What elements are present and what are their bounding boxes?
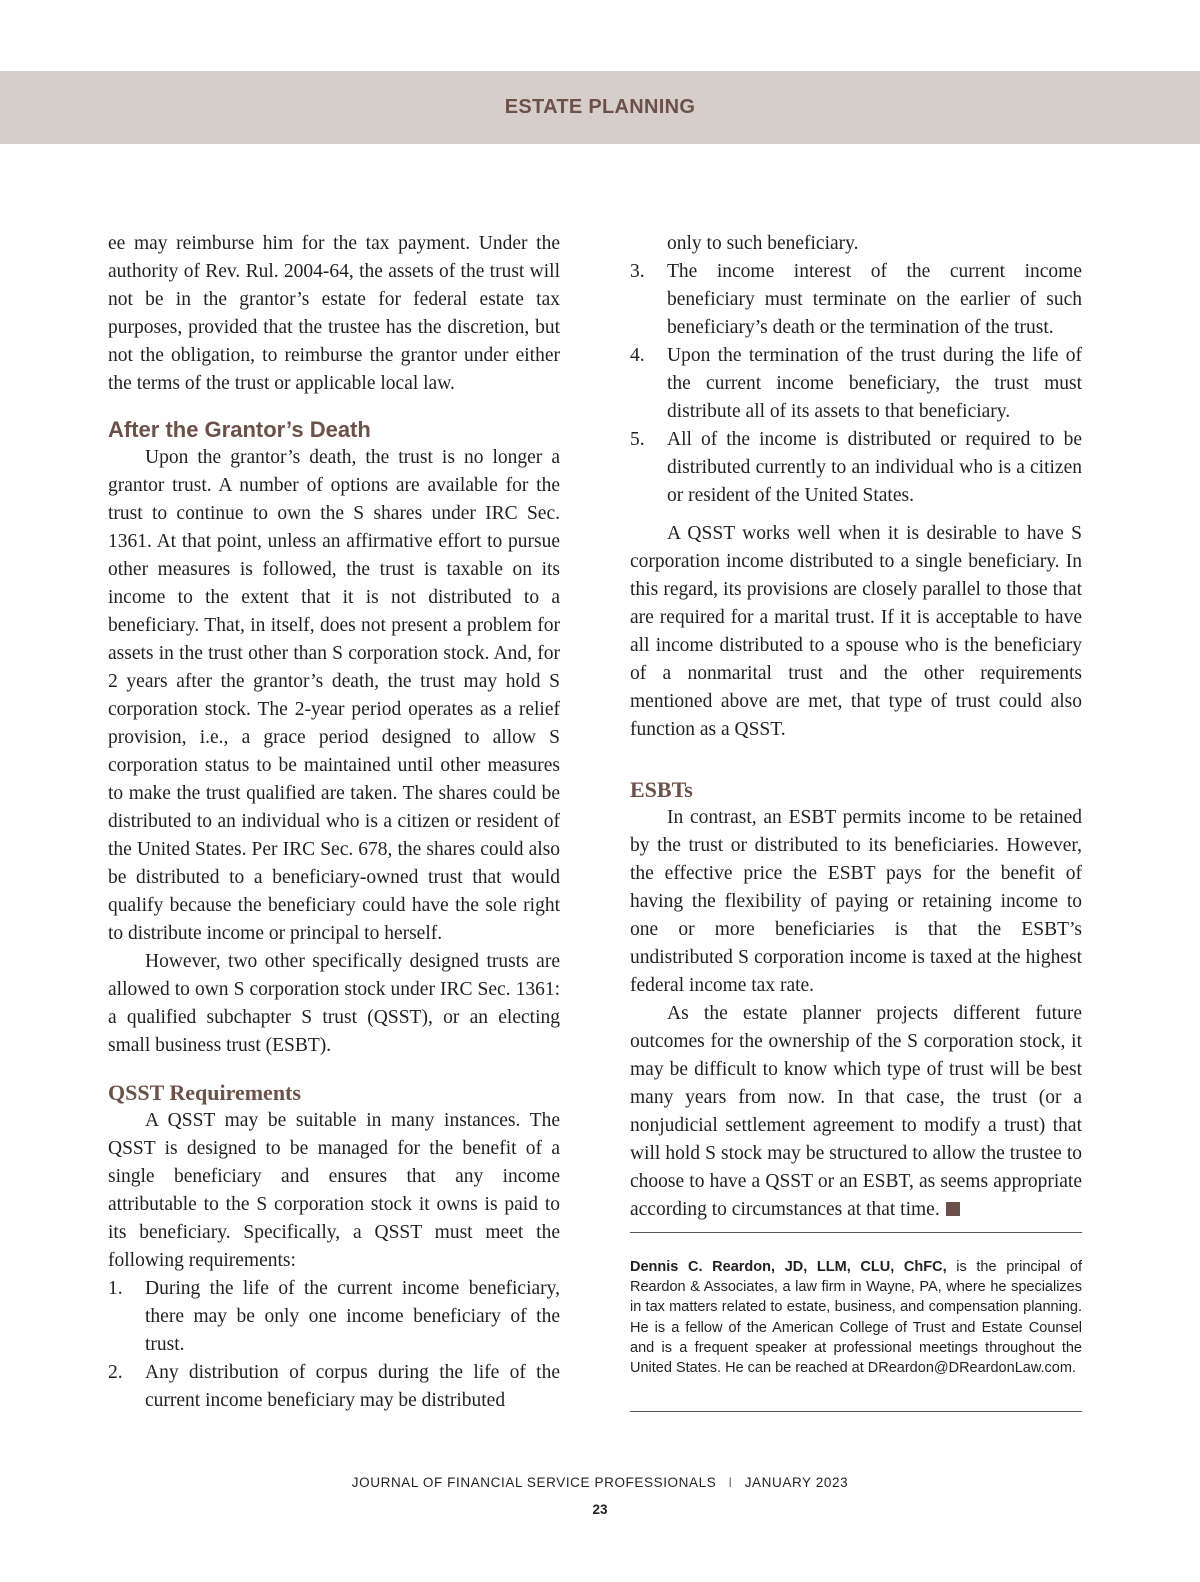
heading-after-grantors-death: After the Grantor’s Death — [108, 417, 371, 442]
paragraph-esbt-1: In contrast, an ESBT permits income to be retained by the trust or distributed to its beneficiaries. However, the effective price the ESBT pays for the benefit of having the flexibility of paying or retaining income to one or more beneficiaries is that the ESBT’s undistributed S corporation income is taxed at the highest federal income tax rate. — [630, 807, 1082, 996]
heading-esbts: ESBTs — [630, 777, 693, 802]
heading-qsst-requirements: QSST Requirements — [108, 1080, 301, 1105]
list-item-text: Any distribution of corpus during the life of the current income beneficiary may be distributed — [145, 1362, 560, 1411]
list-item — [630, 258, 1082, 342]
paragraph-qsst: A QSST may be suitable in many instances. The QSST is designed to be managed for the benefit of a single beneficiary and ensures that any income attributable to the S corporation stock it owns is paid to its beneficiary. Specifically, a QSST must meet the following requirements: — [108, 1110, 560, 1271]
list-continuation: only to such beneficiary. — [667, 233, 859, 254]
paragraph-after-death-1: Upon the grantor’s death, the trust is no longer a grantor trust. A number of options are available for the trust to continue to own the S shares under IRC Sec. 1361. At that point, unless an affirmative effort to pursue other measures is followed, the trust is taxable on its income to the extent that it is not distributed to a beneficiary. That, in itself, does not present a problem for assets in the trust other than S corporation stock. And, for 2 years after the grantor’s death, the trust may hold S corporation stock. The 2-year period operates as a relief provision, i.e., a grace period designed to allow S corporation status to be maintained until other measures to make the trust qualified are taken. The shares could be distributed to an individual who is a citizen or resident of the United States. Per IRC Sec. 678, the shares could also be distributed to a beneficiary-owned trust that would qualify because the beneficiary could have the sole right to distribute income or principal to herself. — [108, 447, 560, 944]
list-number: 2. — [108, 1362, 123, 1383]
list-item-text: The income interest of the current income beneficiary must terminate on the earlier of such beneficiary’s death or the termination of the trust. — [667, 261, 1082, 338]
list-item-text: During the life of the current income beneficiary, there may be only one income beneficiary of the trust. — [145, 1278, 560, 1355]
left-column — [108, 230, 560, 1415]
end-of-article-square-icon — [946, 1202, 960, 1216]
list-item — [630, 342, 1082, 426]
issue-date: JANUARY 2023 — [744, 1475, 849, 1490]
paragraph-esbt-2 — [630, 1000, 1082, 1224]
footer-separator: I — [728, 1475, 733, 1490]
author-bio-text: is the principal of Reardon & Associates, a law firm in Wayne, PA, where he specializes in tax matters related to estate, business, and compensation planning. He is a fellow of the American College of Trust and Estate Counsel and is a frequent speaker at professional meetings throughout the United States. He can be reached at DReardon@DReardonLaw.com. — [630, 1259, 1082, 1377]
page-number: 23 — [592, 1502, 608, 1517]
list-item-text: Upon the termination of the trust during the life of the current income beneficiary, the trust must distribute all of its assets to that beneficiary. — [667, 345, 1082, 422]
list-item — [108, 1359, 560, 1415]
author-name: Dennis C. Reardon, JD, LLM, CLU, ChFC, — [630, 1259, 947, 1275]
bio-divider-bottom — [630, 1411, 1082, 1412]
bio-divider-top — [630, 1232, 1082, 1233]
page-footer — [0, 1475, 1200, 1490]
paragraph-after-death-2: However, two other specifically designed trusts are allowed to own S corporation stock under IRC Sec. 1361: a qualified subchapter S trust (QSST), or an electing small business trust (ESBT). — [108, 951, 560, 1056]
paragraph-qsst-works: A QSST works well when it is desirable to have S corporation income distributed to a single beneficiary. In this regard, its provisions are closely parallel to those that are required for a marital trust. If it is acceptable to have all income distributed to a spouse who is the beneficiary of a nonmarital trust and the other requirements mentioned above are met, that type of trust could also function as a QSST. — [630, 523, 1082, 740]
requirements-list-part-2 — [630, 258, 1082, 510]
list-number: 3. — [630, 261, 645, 282]
section-title: ESTATE PLANNING — [504, 96, 696, 118]
intro-paragraph: ee may reimburse him for the tax payment. Under the authority of Rev. Rul. 2004-64, the assets of the trust will not be in the grantor’s estate for federal estate tax purposes, provided that the trustee has the discretion, but not the obligation, to reimburse the grantor under either the terms of the trust or applicable local law. — [108, 233, 560, 394]
author-bio — [630, 1257, 1082, 1378]
list-number: 5. — [630, 429, 645, 450]
list-item — [108, 1275, 560, 1359]
paragraph-esbt-2-text: As the estate planner projects different future outcomes for the ownership of the S corporation stock, it may be difficult to know which type of trust will be best many years from now. In that case, the trust (or a nonjudicial settlement agreement to modify a trust) that will hold S stock may be structured to allow the trustee to choose to have a QSST or an ESBT, as seems appropriate according to circumstances at that time. — [630, 1003, 1082, 1220]
list-number: 4. — [630, 345, 645, 366]
journal-name: JOURNAL OF FINANCIAL SERVICE PROFESSIONALS — [351, 1475, 717, 1490]
list-number: 1. — [108, 1278, 123, 1299]
section-banner — [0, 71, 1200, 144]
list-item — [630, 426, 1082, 510]
right-column — [630, 230, 1082, 1224]
list-item-text: All of the income is distributed or required to be distributed currently to an individual who is a citizen or resident of the United States. — [667, 429, 1082, 506]
requirements-list-part-1 — [108, 1275, 560, 1415]
